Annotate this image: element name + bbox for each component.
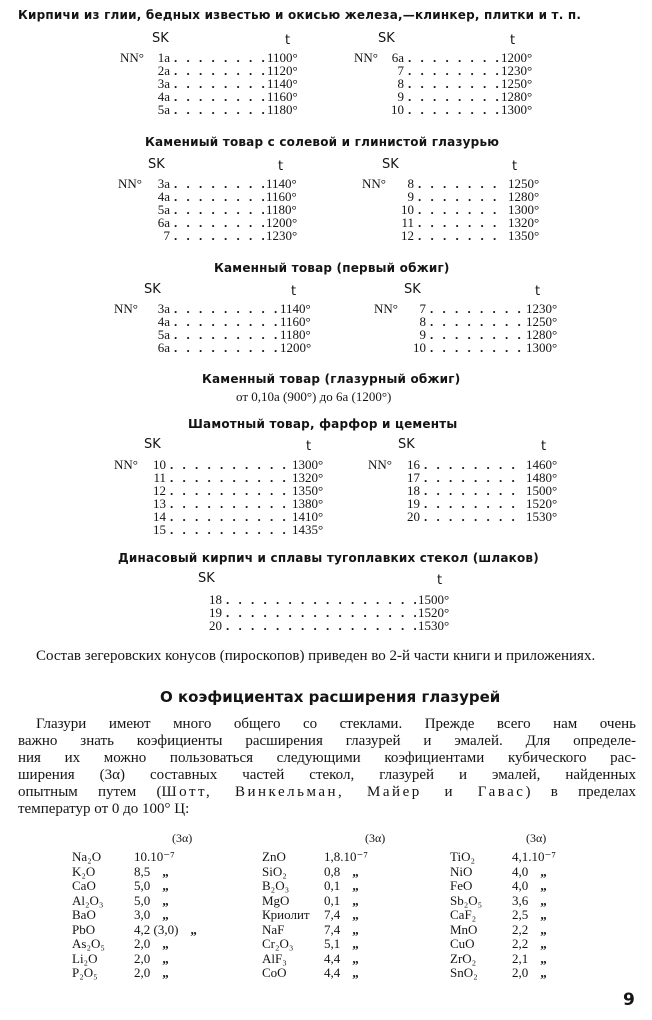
ditto-mark: „ xyxy=(190,921,197,937)
coef-row xyxy=(262,907,380,922)
ditto-mark: „ xyxy=(162,878,169,893)
ditto-mark: „ xyxy=(540,863,547,879)
temperature-value: 1140° xyxy=(280,301,311,316)
list-item xyxy=(352,215,548,228)
sk-number: 8 xyxy=(407,176,414,191)
compound-formula: P₂O₅ xyxy=(72,965,98,980)
list-item xyxy=(112,102,307,115)
sk-number: 11 xyxy=(153,470,166,485)
coef-row xyxy=(450,965,568,980)
ditto-mark: „ xyxy=(352,907,359,922)
section-2-left-list xyxy=(108,176,306,241)
ditto-mark: „ xyxy=(352,863,359,879)
list-item xyxy=(358,483,566,496)
coef-row xyxy=(72,951,197,966)
section-5-title: Шамотный товар, фарфор и цементы xyxy=(188,417,458,431)
ditto-mark: „ xyxy=(540,907,547,922)
nn-label: NN° xyxy=(354,50,378,65)
temperature-value: 1300° xyxy=(508,202,540,217)
section-4-range-line: от 0,10а (900°) до 6а (1200°) xyxy=(236,389,392,404)
sk-number: 10 xyxy=(413,340,426,355)
compound-formula: CoO xyxy=(262,965,287,980)
coefficient-value: 1,8.10⁻⁷ xyxy=(324,849,368,864)
coefficient-value: 0,1 xyxy=(324,878,341,893)
sk-number: 3a xyxy=(157,301,170,316)
nn-label: NN° xyxy=(368,457,392,472)
section-3-right-sk-header: SK xyxy=(404,282,421,297)
compound-formula: SiO₂ xyxy=(262,863,287,879)
list-item xyxy=(104,509,332,522)
list-item xyxy=(102,327,320,340)
temperature-value: 1200° xyxy=(266,215,298,230)
sk-number: 18 xyxy=(209,592,222,607)
sk-number: 5a xyxy=(157,202,170,217)
compound-formula: PbO xyxy=(72,921,96,937)
list-item xyxy=(104,483,332,496)
sk-number: 4a xyxy=(157,314,170,329)
list-item xyxy=(200,605,458,618)
coef-row xyxy=(72,922,197,937)
compound-formula: Al₂O₃ xyxy=(72,892,104,908)
temperature-value: 1350° xyxy=(292,483,324,498)
section-5-right-sk-header: SK xyxy=(398,437,415,452)
compound-formula: ZnO xyxy=(262,849,286,864)
temperature-value: 1520° xyxy=(418,605,450,620)
temperature-value: 1480° xyxy=(526,470,558,485)
list-item xyxy=(346,89,541,102)
dot-leader xyxy=(418,228,506,244)
list-item xyxy=(112,89,307,102)
paragraph-line-6: температур от 0 до 100° Ц: xyxy=(18,801,190,817)
paragraph-line-2: важно знать коэфициенты расширения глазурей и эмалей. Для определе- xyxy=(18,733,636,749)
nn-label: NN° xyxy=(120,50,144,65)
compound-formula: NaF xyxy=(262,921,285,937)
coef-column-3 xyxy=(450,849,568,980)
compound-formula: CuO xyxy=(450,936,475,951)
compound-formula: CaO xyxy=(72,878,96,893)
coefficient-value: 3,6 xyxy=(512,892,529,908)
temperature-value: 1140° xyxy=(267,76,298,91)
coefficient-value: 2,2 xyxy=(512,921,529,937)
temperature-value: 1530° xyxy=(418,618,450,633)
temperature-value: 1250° xyxy=(501,76,533,91)
coefficient-value: 3,0 xyxy=(134,907,151,922)
section-5-left-list xyxy=(104,457,332,535)
sk-number: 6a xyxy=(391,50,404,65)
list-item xyxy=(104,496,332,509)
temperature-value: 1320° xyxy=(508,215,540,230)
ditto-mark: „ xyxy=(540,950,547,966)
temperature-value: 1200° xyxy=(501,50,533,65)
sk-number: 7 xyxy=(163,228,170,243)
sk-number: 7 xyxy=(419,301,426,316)
sk-number: 7 xyxy=(397,63,404,78)
dot-leader xyxy=(424,509,524,525)
sk-number: 12 xyxy=(401,228,414,243)
sk-number: 2a xyxy=(157,63,170,78)
heading-expansion-coefficients: О коэфициентах расширения глазурей xyxy=(160,688,501,706)
temperature-value: 1435° xyxy=(292,522,324,537)
coef-row xyxy=(450,864,568,879)
list-item xyxy=(346,76,541,89)
coef-row xyxy=(450,893,568,908)
sk-number: 19 xyxy=(209,605,222,620)
section-1-title: Кирпичи из глии, бедных известью и окисью железа,—клинкер, плитки и т. п. xyxy=(18,8,582,22)
section-3-right-t-header: t xyxy=(535,284,541,299)
coef-row xyxy=(262,965,380,980)
temperature-value: 1230° xyxy=(501,63,533,78)
coefficient-value: 4,4 xyxy=(324,950,341,966)
compound-formula: AlF₃ xyxy=(262,950,287,966)
ditto-mark: „ xyxy=(162,892,169,908)
ditto-mark: „ xyxy=(162,907,169,922)
temperature-value: 1280° xyxy=(526,327,558,342)
coef-row xyxy=(72,936,197,951)
sk-number: 8 xyxy=(397,76,404,91)
dot-leader xyxy=(408,102,499,118)
section-5-right-t-header: t xyxy=(541,439,547,454)
nn-label: NN° xyxy=(114,301,138,316)
sk-number: 15 xyxy=(153,522,166,537)
coef-row xyxy=(72,864,197,879)
ditto-mark: „ xyxy=(352,965,359,980)
section-5-left-sk-header: SK xyxy=(144,437,161,452)
ditto-mark: „ xyxy=(352,892,359,908)
sk-number: 9 xyxy=(407,189,414,204)
ditto-mark: „ xyxy=(352,950,359,966)
coefficient-value: 2,2 xyxy=(512,936,529,951)
coefficient-value: 2,1 xyxy=(512,950,529,966)
compound-formula: CaF₂ xyxy=(450,907,477,922)
ditto-mark: „ xyxy=(162,965,169,980)
ditto-mark: „ xyxy=(352,936,359,951)
sk-number: 20 xyxy=(209,618,222,633)
sk-number: 14 xyxy=(153,509,166,524)
coef-row xyxy=(450,849,568,864)
temperature-value: 1230° xyxy=(266,228,298,243)
coefficient-value: 4,4 xyxy=(324,965,341,980)
coefficient-value: 2,0 xyxy=(512,965,529,980)
sk-number: 6a xyxy=(157,340,170,355)
coefficient-value: 2,0 xyxy=(134,950,151,966)
section-2-left-t-header: t xyxy=(278,159,284,174)
temperature-value: 1380° xyxy=(292,496,324,511)
coef-row xyxy=(72,893,197,908)
coefficient-value: 5,1 xyxy=(324,936,341,951)
temperature-value: 1200° xyxy=(280,340,312,355)
temperature-value: 1300° xyxy=(526,340,558,355)
section-3-left-t-header: t xyxy=(291,284,297,299)
paragraph-line-1: Глазури имеют много общего со стеклами. Прежде всего нам очень xyxy=(36,716,636,732)
coefficient-value: 2,0 xyxy=(134,965,151,980)
coef-row xyxy=(262,951,380,966)
list-item xyxy=(352,202,548,215)
dot-leader xyxy=(430,340,524,356)
sk-number: 9 xyxy=(419,327,426,342)
list-item xyxy=(104,457,332,470)
ditto-mark: „ xyxy=(162,863,169,879)
nn-label: NN° xyxy=(374,301,398,316)
sk-number: 13 xyxy=(153,496,166,511)
list-item xyxy=(108,215,306,228)
paragraph-line-5-pre: опытным путем ( xyxy=(18,784,162,800)
nn-label: NN° xyxy=(118,176,142,191)
sk-number: 19 xyxy=(407,496,420,511)
sk-number: 3a xyxy=(157,176,170,191)
coefficient-value: 2,0 xyxy=(134,936,151,951)
coefficient-value: 10.10⁻⁷ xyxy=(134,849,175,864)
coef-row xyxy=(450,936,568,951)
list-item xyxy=(358,496,566,509)
temperature-value: 1350° xyxy=(508,228,540,243)
dot-leader xyxy=(226,618,416,634)
coefficient-value: 5,0 xyxy=(134,878,151,893)
temperature-value: 1460° xyxy=(526,457,558,472)
sk-number: 18 xyxy=(407,483,420,498)
list-item xyxy=(354,340,566,353)
sk-number: 6a xyxy=(157,215,170,230)
ditto-mark: „ xyxy=(352,921,359,937)
coef-row xyxy=(450,922,568,937)
temperature-value: 1280° xyxy=(508,189,540,204)
compound-formula: Cr₂O₃ xyxy=(262,936,294,951)
nn-label: NN° xyxy=(114,457,138,472)
coefficient-value: 4,0 xyxy=(512,863,529,879)
list-item xyxy=(200,618,458,631)
paragraph-line-5-post: ) в пределах xyxy=(525,784,636,800)
section-1-right-list xyxy=(346,50,541,115)
list-item xyxy=(108,176,306,189)
section-1-right-t-header: t xyxy=(510,33,516,48)
coef-row xyxy=(262,849,380,864)
coefficient-value: 4,0 xyxy=(512,878,529,893)
coefficient-value: 0,8 xyxy=(324,863,341,879)
temperature-value: 1410° xyxy=(292,509,324,524)
coef-col-3-header: (3α) xyxy=(526,831,547,845)
list-item xyxy=(358,509,566,522)
sk-number: 10 xyxy=(153,457,166,472)
section-2-right-sk-header: SK xyxy=(382,157,399,172)
coefficient-value: 0,1 xyxy=(324,892,341,908)
coefficient-value: 7,4 xyxy=(324,907,341,922)
dot-leader xyxy=(174,102,265,118)
paragraph-seger-cones: Состав зегеровских конусов (пироскопов) приведен во 2-й части книги и приложениях. xyxy=(36,648,596,664)
coefficient-value: 8,5 xyxy=(134,863,151,879)
coef-col-2-header: (3α) xyxy=(365,831,386,845)
temperature-value: 1160° xyxy=(280,314,311,329)
paragraph-line-3: ния их можно пользоваться следующими коэфициентами кубического рас- xyxy=(18,750,636,766)
section-5-left-t-header: t xyxy=(306,439,312,454)
section-2-right-list xyxy=(352,176,548,241)
temperature-value: 1320° xyxy=(292,470,324,485)
coef-row xyxy=(450,951,568,966)
coefficient-value: 5,0 xyxy=(134,892,151,908)
sk-number: 1a xyxy=(157,50,170,65)
ditto-mark: „ xyxy=(540,921,547,937)
temperature-value: 1250° xyxy=(526,314,558,329)
compound-formula: K₂O xyxy=(72,863,96,879)
sk-number: 3a xyxy=(157,76,170,91)
coefficient-value: 4,1.10⁻⁷ xyxy=(512,849,556,864)
coef-row xyxy=(262,893,380,908)
ditto-mark: „ xyxy=(540,892,547,908)
compound-formula: BaO xyxy=(72,907,96,922)
coef-col-1-header: (3α) xyxy=(172,831,193,845)
list-item xyxy=(102,301,320,314)
compound-formula: MnO xyxy=(450,921,478,937)
sk-number: 20 xyxy=(407,509,420,524)
section-6-sk-header: SK xyxy=(198,571,215,586)
compound-formula: MgO xyxy=(262,892,290,908)
temperature-value: 1300° xyxy=(501,102,533,117)
coef-column-2 xyxy=(262,849,380,980)
sk-number: 10 xyxy=(391,102,404,117)
list-item xyxy=(200,592,458,605)
compound-formula: ZrO₂ xyxy=(450,950,477,966)
sk-number: 5a xyxy=(157,102,170,117)
dot-leader xyxy=(174,340,278,356)
section-2-left-sk-header: SK xyxy=(148,157,165,172)
sk-number: 9 xyxy=(397,89,404,104)
coef-row xyxy=(262,936,380,951)
list-item xyxy=(358,457,566,470)
compound-formula: Li₂O xyxy=(72,950,98,966)
compound-formula: As₂O₅ xyxy=(72,936,105,951)
section-6-list xyxy=(200,592,458,631)
paragraph-authors: Шотт, Винкельман, Майер и Гавас xyxy=(161,784,526,800)
list-item xyxy=(352,228,548,241)
sk-number: 11 xyxy=(401,215,414,230)
temperature-value: 1230° xyxy=(526,301,558,316)
list-item xyxy=(352,176,548,189)
list-item xyxy=(346,102,541,115)
coefficient-value: 4,2 (3,0) xyxy=(134,921,179,937)
temperature-value: 1300° xyxy=(292,457,324,472)
list-item xyxy=(346,50,541,63)
list-item xyxy=(104,522,332,535)
temperature-value: 1180° xyxy=(280,327,311,342)
list-item xyxy=(104,470,332,483)
ditto-mark: „ xyxy=(162,950,169,966)
temperature-value: 1500° xyxy=(418,592,450,607)
coefficient-value: 2,5 xyxy=(512,907,529,922)
ditto-mark: „ xyxy=(162,936,169,951)
compound-formula: FeO xyxy=(450,878,473,893)
temperature-value: 1250° xyxy=(508,176,540,191)
temperature-value: 1500° xyxy=(526,483,558,498)
coef-row xyxy=(72,965,197,980)
section-5-right-list xyxy=(358,457,566,522)
paragraph-glazes xyxy=(18,716,636,818)
sk-number: 10 xyxy=(401,202,414,217)
section-2-title: Камениый товар с солевой и глинистой глазурью xyxy=(145,135,500,149)
coef-row xyxy=(450,907,568,922)
page-number: 9 xyxy=(623,990,635,1010)
ditto-mark: „ xyxy=(540,936,547,951)
temperature-value: 1160° xyxy=(267,89,298,104)
section-3-left-sk-header: SK xyxy=(144,282,161,297)
sk-number: 12 xyxy=(153,483,166,498)
list-item xyxy=(102,340,320,353)
ditto-mark: „ xyxy=(540,878,547,893)
section-2-right-t-header: t xyxy=(512,159,518,174)
coef-row xyxy=(72,907,197,922)
compound-formula: B₂O₃ xyxy=(262,878,290,893)
section-1-left-t-header: t xyxy=(285,33,291,48)
dot-leader xyxy=(170,522,290,538)
temperature-value: 1140° xyxy=(266,176,297,191)
dot-leader xyxy=(174,228,264,244)
ditto-mark: „ xyxy=(540,965,547,980)
temperature-value: 1280° xyxy=(501,89,533,104)
section-4-title: Каменный товар (глазурный обжиг) xyxy=(202,372,461,386)
list-item xyxy=(108,228,306,241)
temperature-value: 1100° xyxy=(267,50,298,65)
list-item xyxy=(354,301,566,314)
list-item xyxy=(354,327,566,340)
section-3-left-list xyxy=(102,301,320,353)
sk-number: 16 xyxy=(407,457,420,472)
temperature-value: 1120° xyxy=(267,63,298,78)
coef-column-1 xyxy=(72,849,197,980)
compound-formula: NiO xyxy=(450,863,473,879)
coefficient-value: 7,4 xyxy=(324,921,341,937)
sk-number: 17 xyxy=(407,470,420,485)
sk-number: 4a xyxy=(157,89,170,104)
list-item xyxy=(112,76,307,89)
compound-formula: SnO₂ xyxy=(450,965,478,980)
compound-formula: Sb₂O₅ xyxy=(450,892,483,908)
temperature-value: 1520° xyxy=(526,496,558,511)
section-6-t-header: t xyxy=(437,573,443,588)
list-item xyxy=(108,202,306,215)
sk-number: 4a xyxy=(157,189,170,204)
coef-row xyxy=(262,922,380,937)
temperature-value: 1160° xyxy=(266,189,297,204)
compound-formula: TiO₂ xyxy=(450,849,476,864)
sk-number: 5a xyxy=(157,327,170,342)
section-3-title: Каменный товар (первый обжиг) xyxy=(214,261,450,275)
section-6-title: Динасовый кирпич и сплавы тугоплавких стекол (шлаков) xyxy=(118,551,539,565)
section-1-left-sk-header: SK xyxy=(152,31,169,46)
nn-label: NN° xyxy=(362,176,386,191)
paragraph-line-5 xyxy=(18,784,636,801)
section-1-left-list xyxy=(112,50,307,115)
section-3-right-list xyxy=(354,301,566,353)
coef-row xyxy=(450,878,568,893)
paragraph-line-4: ширения (3α) составных частей стекол, глазурей и эмалей, найденных xyxy=(18,767,636,783)
coef-row xyxy=(72,878,197,893)
section-1-right-sk-header: SK xyxy=(378,31,395,46)
ditto-mark: „ xyxy=(352,878,359,893)
coef-row xyxy=(262,878,380,893)
compound-formula: Криолит xyxy=(262,907,310,922)
temperature-value: 1180° xyxy=(267,102,298,117)
list-item xyxy=(112,50,307,63)
sk-number: 8 xyxy=(419,314,426,329)
temperature-value: 1530° xyxy=(526,509,558,524)
compound-formula: Na₂O xyxy=(72,849,102,864)
coef-row xyxy=(262,864,380,879)
coef-row xyxy=(72,849,197,864)
temperature-value: 1180° xyxy=(266,202,297,217)
